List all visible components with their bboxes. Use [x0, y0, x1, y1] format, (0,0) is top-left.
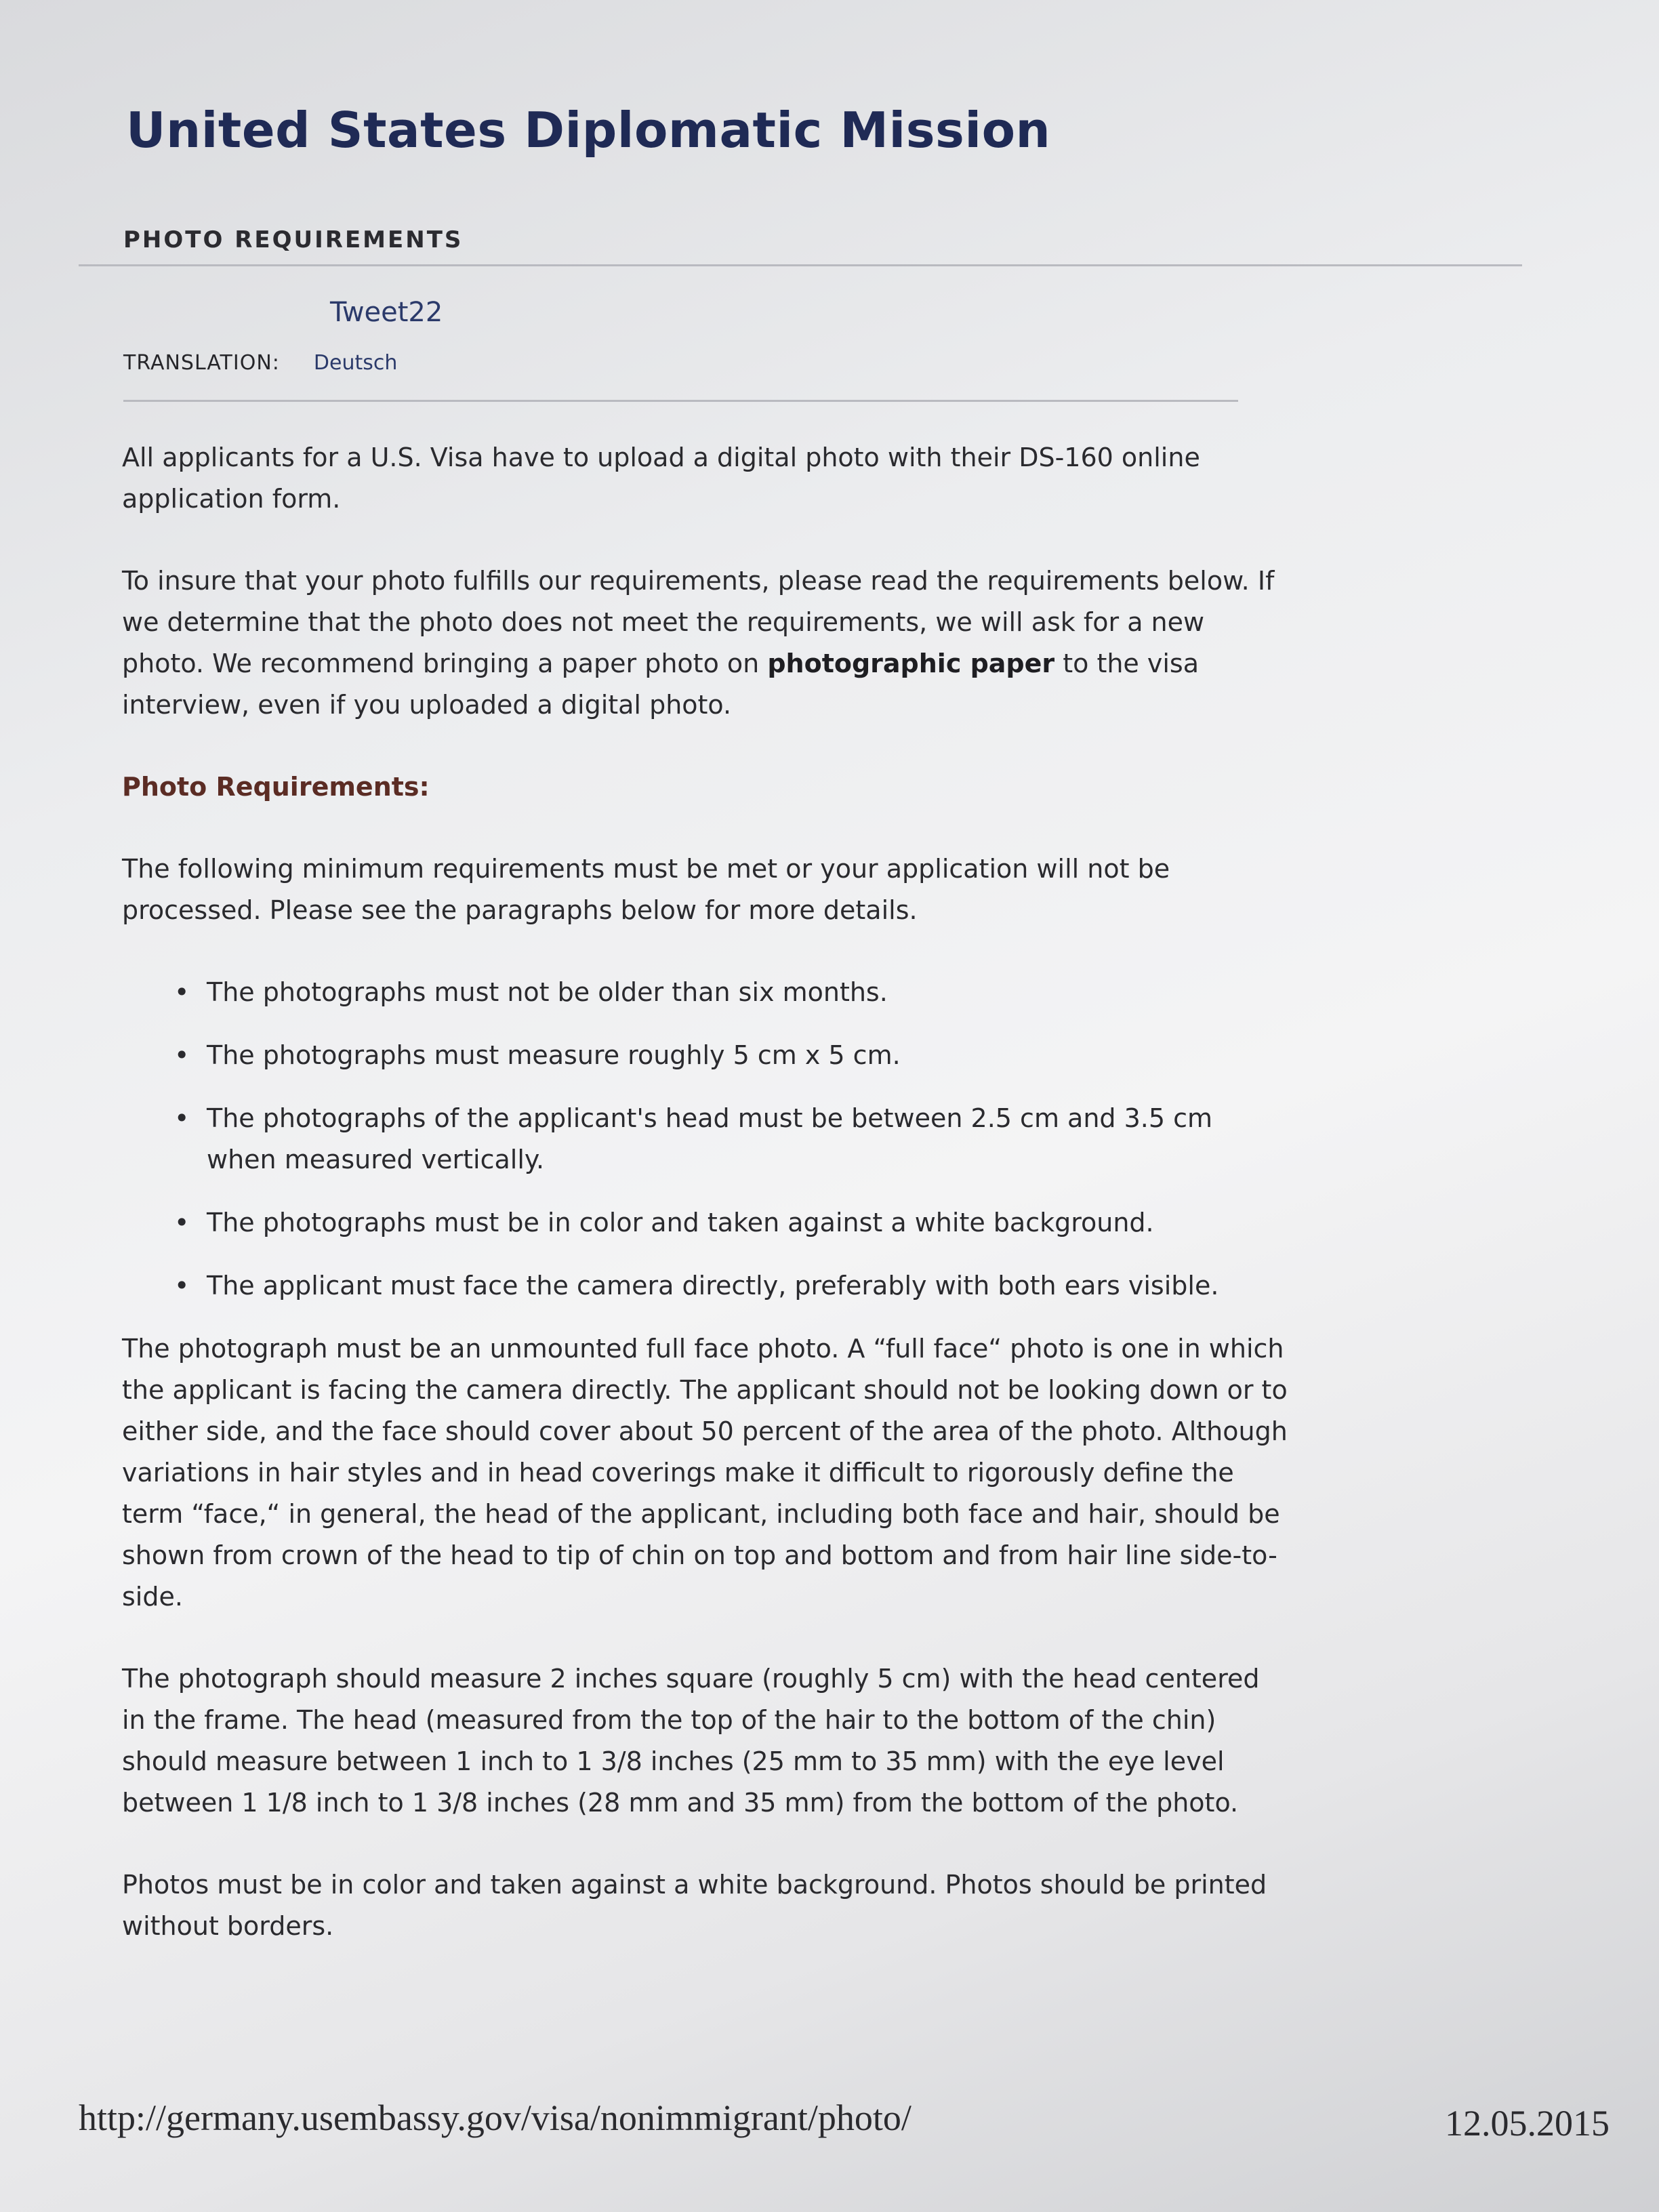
intro-paragraph: All applicants for a U.S. Visa have to upload a digital photo with their DS-160 online application form.	[122, 443, 1200, 514]
bullet-icon: •	[174, 977, 190, 1007]
insure-paragraph	[122, 560, 1288, 726]
bullet-icon: •	[174, 1208, 190, 1237]
site-title: United States Diplomatic Mission	[126, 102, 1051, 159]
translation-link-deutsch[interactable]: Deutsch	[313, 351, 398, 375]
list-item	[174, 972, 1288, 1013]
bullet-icon: •	[174, 1103, 190, 1133]
insure-text-after: to the visa interview, even if you uploaded a digital photo.	[122, 649, 1200, 720]
header-divider	[79, 264, 1522, 266]
photographic-paper-emphasis: photographic paper	[767, 649, 1055, 678]
list-item	[174, 1035, 1288, 1076]
list-item	[174, 1202, 1288, 1244]
tweet-link[interactable]: Tweet22	[330, 297, 443, 328]
section-label: PHOTO REQUIREMENTS	[123, 226, 464, 253]
minimum-requirements-paragraph: The following minimum requirements must be met or your application will not be processed. Please see the paragraphs below for more details.	[122, 854, 1170, 925]
list-item	[174, 1098, 1288, 1181]
list-item-text: The photographs must measure roughly 5 cm x 5 cm.	[207, 1040, 901, 1070]
translation-divider	[123, 400, 1238, 402]
main-content	[122, 437, 1288, 1988]
translation-row	[123, 351, 397, 375]
insure-text-before: To insure that your photo fulfills our requirements, please read the requirements below. If we determine that the photo does not meet the requirements, we will ask for a new photo. We recommend bringing a paper photo on	[122, 566, 1275, 678]
footer-date: 12.05.2015	[1445, 2103, 1610, 2144]
list-item-text: The applicant must face the camera directly, preferably with both ears visible.	[207, 1271, 1219, 1300]
measurement-paragraph: The photograph should measure 2 inches square (roughly 5 cm) with the head centered in the frame. The head (measured from the top of the hair to the bottom of the chin) should measure between 1 inch to 1 3/8 inches (25 mm to 35 mm) with the eye level between 1 1/8 inch to 1 3/8 inches (28 mm and 35 mm) from the bottom of the photo.	[122, 1664, 1260, 1818]
list-item-text: The photographs must be in color and taken against a white background.	[207, 1208, 1154, 1237]
full-face-paragraph: The photograph must be an unmounted full face photo. A “full face“ photo is one in which the applicant is facing the camera directly. The applicant should not be looking down or to either side, and the face should cover about 50 percent of the area of the photo. Although variations in hair styles and in head coverings make it difficult to rigorously define the term “face,“ in general, the head of the applicant, including both face and hair, should be shown from crown of the head to tip of chin on top and bottom and from hair line side-to-side.	[122, 1334, 1288, 1612]
footer-url: http://germany.usembassy.gov/visa/nonimmigrant/photo/	[79, 2097, 912, 2138]
list-item	[174, 1265, 1288, 1307]
translation-label: TRANSLATION:	[123, 351, 280, 375]
color-background-paragraph: Photos must be in color and taken against a white background. Photos should be printed without borders.	[122, 1870, 1267, 1941]
bullet-icon: •	[174, 1271, 190, 1300]
list-item-text: The photographs must not be older than six months.	[207, 977, 888, 1007]
requirements-heading: Photo Requirements:	[122, 772, 430, 802]
requirements-list	[122, 972, 1288, 1307]
bullet-icon: •	[174, 1040, 190, 1070]
list-item-text: The photographs of the applicant's head must be between 2.5 cm and 3.5 cm when measured vertically.	[207, 1103, 1213, 1174]
